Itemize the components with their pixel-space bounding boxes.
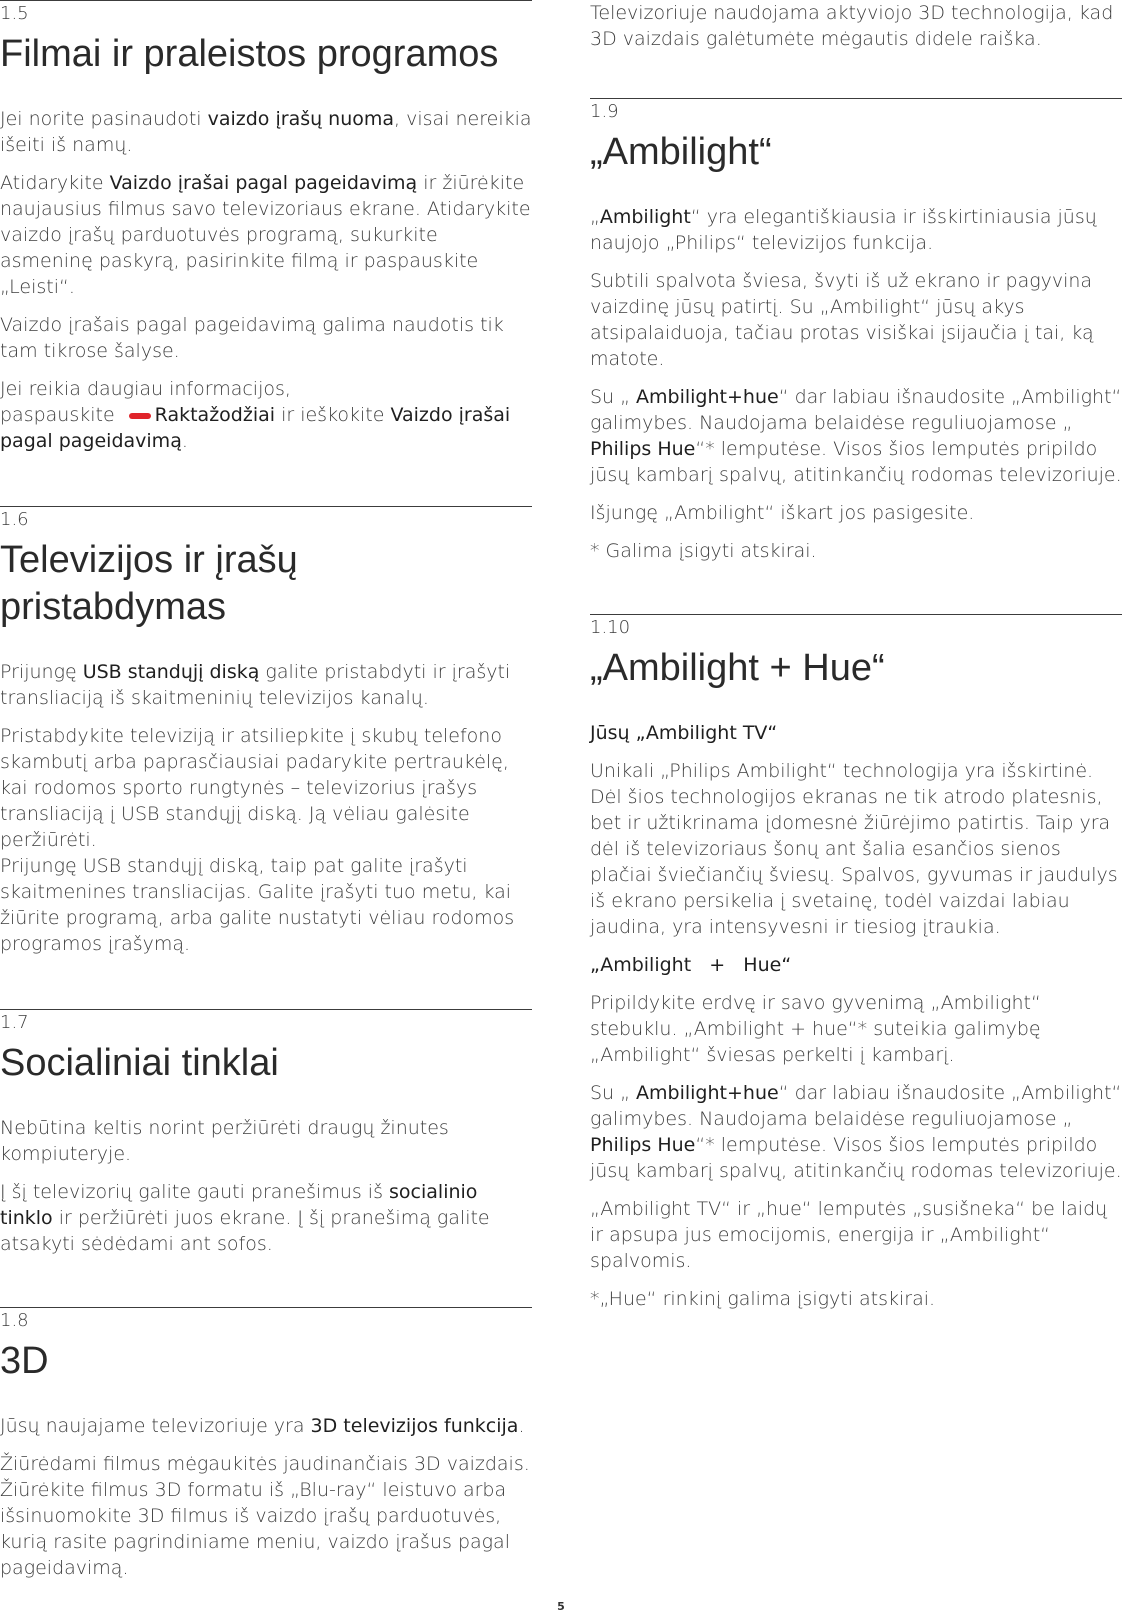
text: Prijungę: [0, 661, 83, 683]
section-title: Socialiniai tinklai: [0, 1042, 279, 1084]
link-socialinio-tinklo[interactable]: socialinio tinklo: [0, 1181, 478, 1229]
paragraph: [0, 376, 532, 454]
section-rule: [0, 506, 532, 507]
section-1-7: [0, 1009, 532, 1257]
text: Atidarykite: [0, 172, 110, 194]
link-vaizdo-irasai-pagal-pageidavima[interactable]: Vaizdo įrašai pagal pageidavimą: [109, 172, 418, 194]
link-vaizdo-irasu-nuoma[interactable]: vaizdo įrašų nuoma: [207, 108, 395, 130]
link-philips-hue-2[interactable]: Philips Hue: [590, 1134, 696, 1156]
section-title: Filmai ir praleistos programos: [0, 33, 499, 75]
text: Jei norite pasinaudoti: [0, 108, 208, 130]
text: “* lemputėse. Visos šios lemputės pripildo jūsų kambarį spalvų, atitinkančių rodomas televizoriuje.: [590, 1134, 1122, 1182]
link-ambilight-hue[interactable]: Ambilight+hue: [636, 386, 779, 408]
right-column: [590, 0, 1122, 1312]
text: Jei reikia daugiau informacijos,: [0, 378, 291, 400]
text: “ yra elegantiškiausia ir išskirtiniausia jūsų naujojo „Philips“ televizijos funkcija.: [590, 206, 1097, 254]
paragraph: „Ambilight TV“ ir „hue“ lemputės „susišneka“ be laidų ir apsupa jus emocijomis, energija ir „Ambilight“ spalvomis.: [590, 1198, 1108, 1272]
text: .: [518, 1415, 525, 1437]
paragraph: [590, 384, 1122, 488]
subheading: „Ambilight + Hue“: [590, 954, 792, 976]
paragraph: Pripildykite erdvę ir savo gyvenimą „Ambilight“ stebuklu. „Ambilight + hue“* suteikia galimybę „Ambilight“ šviesas perkelti į kambarį.: [590, 992, 1041, 1066]
paragraph: Žiūrėdami filmus mėgaukitės jaudinančiais 3D vaizdais. Žiūrėkite filmus 3D formatu iš „Blu-ray“ leistuvo arba išsinuomokite 3D filmus iš vaizdo įrašų parduotuvės, kurią rasite pagrindiniame meniu, vaizdo įrašus pagal pageidavimą.: [0, 1453, 530, 1579]
section-number: 1.7: [0, 1012, 29, 1033]
text: „: [590, 206, 600, 228]
section-number: 1.9: [590, 101, 619, 122]
paragraph: * Galima įsigyti atskirai.: [590, 540, 817, 562]
paragraph: [0, 1179, 532, 1257]
section-rule: [0, 1307, 532, 1308]
paragraph: Televizoriuje naudojama aktyviojo 3D technologija, kad 3D vaizdais galėtumėte mėgautis didele raiška.: [590, 2, 1114, 50]
text: Su „: [590, 1082, 637, 1104]
link-vaizdo-irasai-pagal-pageidavima-2[interactable]: Vaizdo įrašai pagal pageidavimą: [0, 404, 511, 452]
section-rule: [590, 614, 1122, 615]
section-rule: [590, 98, 1122, 99]
section-title: Televizijos ir įrašų pristabdymas: [0, 539, 298, 628]
section-number: 1.6: [0, 509, 29, 530]
text: ir peržiūrėti juos ekrane. Į šį pranešimą galite atsakyti sėdėdami ant sofos.: [0, 1207, 490, 1255]
paragraph: Prijungę USB standųjį diską, taip pat galite įrašyti skaitmenines transliacijas. Galite įrašyti tuo metu, kai žiūrite programą, arba galite nustatyti vėliau rodomos programos įrašymą.: [0, 855, 515, 955]
red-key-icon: [129, 413, 151, 419]
section-1-10: [590, 614, 1122, 1312]
section-rule: [0, 1009, 532, 1010]
section-rule: [0, 0, 532, 1]
text: , visai nereikia išeiti iš namų.: [0, 108, 532, 156]
paragraph: [0, 170, 532, 300]
text: Į šį televizorių galite gauti pranešimus iš: [0, 1181, 390, 1203]
paragraph: Vaizdo įrašais pagal pageidavimą galima naudotis tik tam tikrose šalyse.: [0, 314, 504, 362]
section-number: 1.8: [0, 1310, 29, 1331]
paragraph: [0, 106, 532, 158]
link-usb-standuji-diska[interactable]: USB standųjį diską: [82, 661, 260, 683]
link-ambilight[interactable]: Ambilight: [599, 206, 691, 228]
paragraph: *„Hue“ rinkinį galima įsigyti atskirai.: [590, 1288, 936, 1310]
paragraph: Unikali „Philips Ambilight“ technologija yra išskirtinė. Dėl šios technologijos ekranas ne tik atrodo platesnis, bet ir užtikrinama įdomesnė žiūrėjimo patirtis. Taip yra dėl iš televizoriaus šonų ant šalia esančios sienos plačiai šviečiančių šviesų. Spalvos, gyvumas ir jaudulys iš ekrano persikelia į svetainę, todėl vaizdai labiau jaudina, yra intensyvesni ir tiesiog įtraukia.: [590, 760, 1118, 938]
text: Jūsų naujajame televizoriuje yra: [0, 1415, 311, 1437]
paragraph: [590, 204, 1122, 256]
text: Su „: [590, 386, 637, 408]
section-title: „Ambilight + Hue“: [590, 647, 885, 689]
section-number: 1.5: [0, 3, 29, 24]
text: “ dar labiau išnaudosite „Ambilight“ galimybes. Naudojama belaidėse reguliuojamose „: [590, 386, 1122, 434]
keywords-key-label: Raktažodžiai: [154, 404, 276, 426]
section-1-5: [0, 0, 532, 454]
text: ir ieškokite: [275, 404, 391, 426]
text: “* lemputėse. Visos šios lemputės pripildo jūsų kambarį spalvų, atitinkančių rodomas televizoriuje.: [590, 438, 1122, 486]
paragraph: Nebūtina keltis norint peržiūrėti draugų žinutes kompiuteryje.: [0, 1117, 449, 1165]
text: ir žiūrėkite naujausius filmus savo televizoriaus ekrane. Atidarykite vaizdo įrašų parduotuvės programą, sukurkite asmeninę paskyrą, pasirinkite filmą ir paspauskite „Leisti“.: [0, 172, 531, 298]
subheading: Jūsų „Ambilight TV“: [590, 722, 778, 744]
link-3d-televizijos-funkcija[interactable]: 3D televizijos funkcija: [310, 1415, 519, 1437]
paragraph: [590, 1080, 1122, 1184]
section-1-6: [0, 506, 532, 957]
section-1-9: [590, 98, 1122, 564]
paragraph: [0, 1413, 532, 1439]
link-ambilight-hue-2[interactable]: Ambilight+hue: [636, 1082, 779, 1104]
left-column: [0, 0, 532, 1581]
text: paspauskite: [0, 404, 115, 426]
link-philips-hue[interactable]: Philips Hue: [590, 438, 696, 460]
text: “ dar labiau išnaudosite „Ambilight“ galimybes. Naudojama belaidėse reguliuojamose „: [590, 1082, 1122, 1130]
paragraph: Subtili spalvota šviesa, švyti iš už ekrano ir pagyvina vaizdinę jūsų patirtį. Su „Ambilight“ jūsų akys atsipalaiduoja, tačiau protas visiškai įsijaučia į tai, ką matote.: [590, 270, 1094, 370]
paragraph: Išjungę „Ambilight“ iškart jos pasigesite.: [590, 502, 975, 524]
section-number: 1.10: [590, 617, 631, 638]
section-title: 3D: [0, 1340, 49, 1382]
section-1-8: [0, 1307, 532, 1581]
page-number: 5: [557, 1600, 565, 1613]
section-title: „Ambilight“: [590, 131, 772, 173]
paragraph: [0, 659, 532, 711]
paragraph: Pristabdykite televiziją ir atsiliepkite į skubų telefono skambutį arba paprasčiausiai padarykite pertraukėlę, kai rodomos sporto rungtynės – televizorius įrašys transliaciją į USB standųjį diską. Ją vėliau galėsite peržiūrėti.: [0, 725, 509, 851]
text: galite pristabdyti ir įrašyti transliaciją iš skaitmeninių televizijos kanalų.: [0, 661, 511, 709]
text: .: [181, 430, 188, 452]
